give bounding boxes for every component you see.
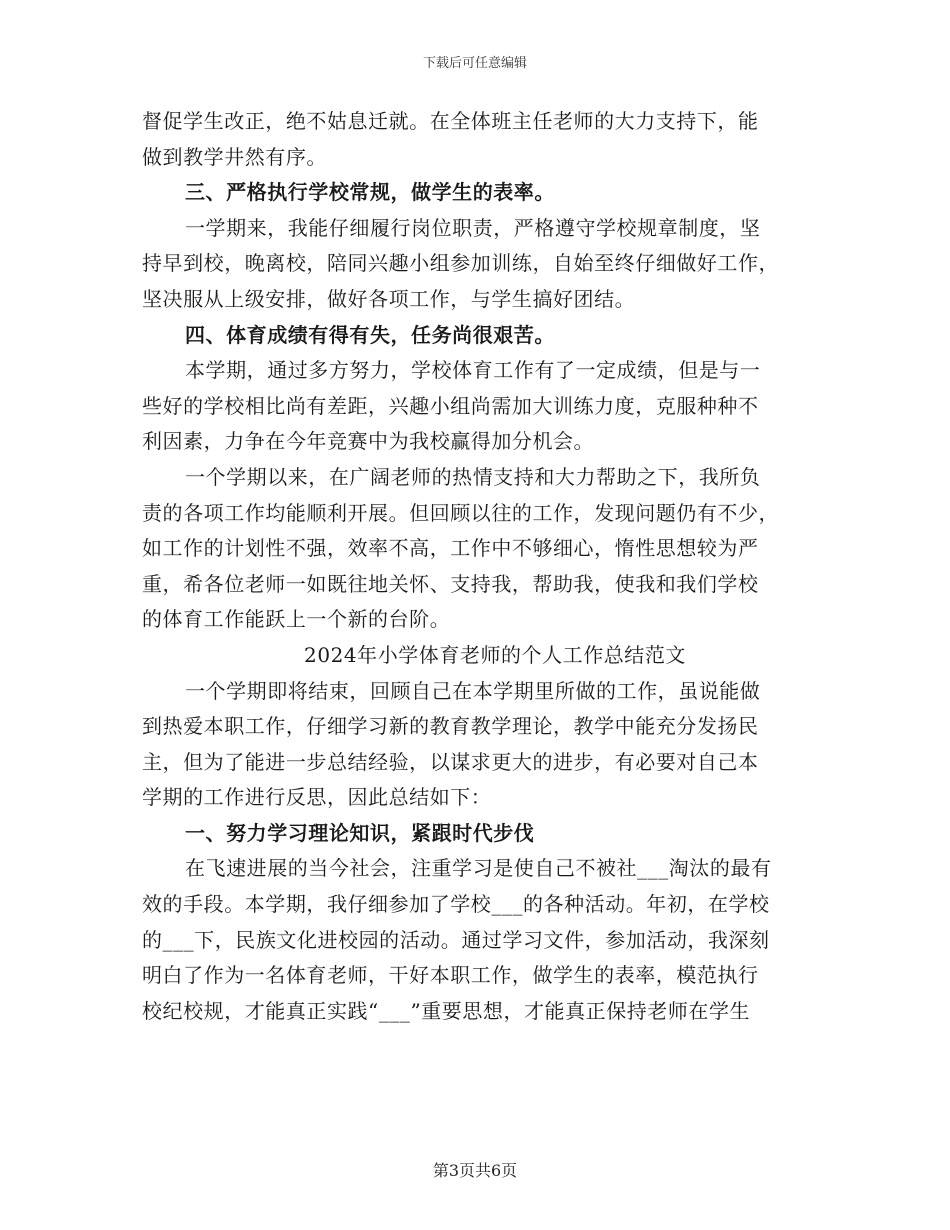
body-line: 责的各项工作均能顺利开展。但回顾以往的工作，发现问题仍有不少， — [142, 500, 780, 525]
body-line: 持早到校，晚离校，陪同兴趣小组参加训练，自始至终仔细做好工作， — [142, 251, 780, 276]
body-line: 本学期，通过多方努力，学校体育工作有了一定成绩，但是与一 — [185, 358, 761, 383]
body-line: 的___下，民族文化进校园的活动。通过学习文件，参加活动，我深刻 — [142, 927, 770, 952]
body-line: 主，但为了能进一步总结经验，以谋求更大的进步，有必要对自己本 — [142, 749, 759, 774]
body-line: 些好的学校相比尚有差距，兴趣小组尚需加大训练力度，克服种种不 — [142, 393, 759, 418]
body-line: 一个学期以来，在广阔老师的热情支持和大力帮助之下，我所负 — [185, 464, 761, 489]
body-line: 明白了作为一名体育老师，干好本职工作，做学生的表率，模范执行 — [142, 963, 759, 988]
body-line: 利因素，力争在今年竞赛中为我校赢得加分机会。 — [142, 429, 595, 454]
body-line: 督促学生改正，绝不姑息迁就。在全体班主任老师的大力支持下，能 — [142, 109, 759, 133]
body-line: 校纪校规，才能真正实践“___”重要思想，才能真正保持老师在学生 — [142, 998, 751, 1023]
body-line: 效的手段。本学期，我仔细参加了学校___的各种活动。年初，在学校 — [142, 892, 770, 917]
body-line: 到热爱本职工作，仔细学习新的教育教学理论，教学中能充分发扬民 — [142, 714, 759, 739]
body-line: 如工作的计划性不强，效率不高，工作中不够细心，惰性思想较为严 — [142, 536, 759, 561]
body-line: 在飞速进展的当今社会，注重学习是使自己不被社___淘汰的最有 — [185, 856, 772, 881]
section-heading: 三、严格执行学校常规，做学生的表率。 — [185, 180, 555, 205]
body-line: 一学期来，我能仔细履行岗位职责，严格遵守学校规章制度，坚 — [185, 215, 761, 240]
body-line: 重，希各位老师一如既往地关怀、支持我，帮助我，使我和我们学校 — [142, 571, 759, 596]
document-body — [142, 104, 808, 1029]
section-heading: 一、努力学习理论知识，紧跟时代步伐 — [185, 820, 535, 845]
page-footer: 第3页共6页 — [432, 1161, 518, 1180]
page-header: 下载后可任意编辑 — [422, 56, 527, 71]
body-line: 坚决服从上级安排，做好各项工作，与学生搞好团结。 — [142, 286, 636, 311]
body-line: 一个学期即将结束，回顾自己在本学期里所做的工作，虽说能做 — [185, 678, 761, 703]
body-line: 的体育工作能跃上一个新的台阶。 — [142, 607, 451, 632]
body-line: 学期的工作进行反思，因此总结如下： — [142, 785, 492, 810]
document-title: 2024年小学体育老师的个人工作总结范文 — [304, 642, 686, 667]
section-heading: 四、体育成绩有得有失，任务尚很艰苦。 — [185, 322, 555, 347]
body-line: 做到教学井然有序。 — [142, 144, 327, 169]
